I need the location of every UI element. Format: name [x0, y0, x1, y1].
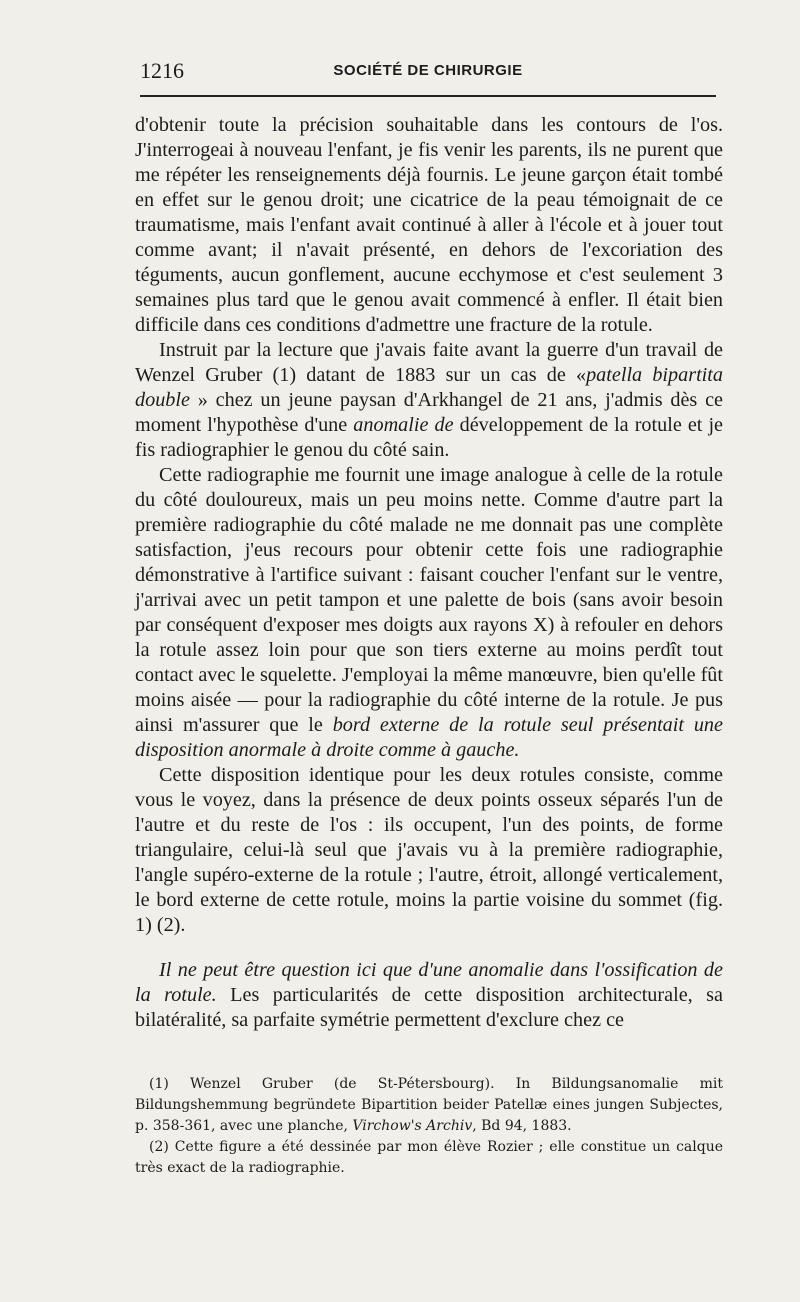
paragraph-2-part-b: » chez un jeune paysan d'Arkhangel de 21 ans, j'admis dès ce moment l'hypothèse d'une [135, 389, 723, 436]
paragraph-3-italic-a: bord externe de la rotule seul présentait une disposition anormale à droite comme à gauche. [135, 714, 723, 761]
paragraph-4: Cette disposition identique pour les deux rotules consiste, comme vous le voyez, dans la présence de deux points osseux séparés l'un de l'autre et du reste de l'os : ils occupent, l'un des points, de forme triangulaire, celui-là seul que j'avais vu à la première radiographie, l'angle supéro-externe de la rotule ; l'autre, étroit, allongé verticalement, le bord externe de cette rotule, moins la partie voisine du sommet (fig. 1) (2). [135, 764, 723, 936]
paragraph-2 [135, 338, 723, 463]
body-text [135, 113, 723, 1033]
paragraph-2-part-c: développement de la rotule et je fis radiographier le genou du côté sain. [135, 414, 724, 461]
footnote-1-italic-a: Virchow's Archiv [352, 1118, 473, 1134]
paragraph-1: d'obtenir toute la précision souhaitable dans les contours de l'os. J'interrogeai à nouveau l'enfant, je fis venir les parents, ils ne purent que me répéter les renseignements déjà fournis. Le jeune garçon était tombé en effet sur le genou droit; une cicatrice de la peau témoignait de ce traumatisme, mais l'enfant avait continué à aller à l'école et à jouer tout comme avant; il n'avait présenté, en dehors de l'excoriation des téguments, aucun gonflement, aucune ecchymose et c'est seulement 3 semaines plus tard que le genou avait commencé à enfler. Il était bien difficile dans ces conditions d'admettre une fracture de la rotule. [135, 114, 723, 336]
footnote-1 [135, 1074, 723, 1137]
paragraph-2-italic-a: patella bipartita double [135, 364, 723, 411]
paragraph-5-italic-a: Il ne peut être question ici que d'une anomalie dans l'ossification de la rotule. [135, 959, 723, 1006]
footnote-1-part-a: (1) Wenzel Gruber (de St-Pétersbourg). In Bildungsanomalie mit Bildungshemmung begründete Bipartition beider Patellæ eines jungen Subjectes, p. 358-361, avec une planche, [135, 1076, 723, 1134]
running-title: SOCIÉTÉ DE CHIRURGIE [333, 62, 523, 79]
header-rule [140, 95, 716, 97]
paragraph-5-part-a: Les particularités de cette disposition architecturale, sa bilatéralité, sa parfaite symétrie permettent d'exclure chez ce [135, 984, 723, 1031]
paragraph-2-part-a: Instruit par la lecture que j'avais faite avant la guerre d'un travail de Wenzel Gruber (1) datant de 1883 sur un cas de « [135, 339, 723, 386]
paragraph-3 [135, 463, 723, 763]
footnote-2: (2) Cette figure a été dessinée par mon élève Rozier ; elle constitue un calque très exact de la radiographie. [135, 1139, 723, 1176]
paragraph-3-part-a: Cette radiographie me fournit une image analogue à celle de la rotule du côté douloureux, mais un peu moins nette. Comme d'autre part la première radiographie du côté malade ne me donnait pas une complète satisfaction, j'eus recours pour obtenir cette fois une radiographie démonstrative à l'artifice suivant : faisant coucher l'enfant sur le ventre, j'arrivai avec un petit tampon et une palette de bois (sans avoir besoin par conséquent d'exposer mes doigts aux rayons X) à refouler en dehors la rotule assez loin pour que son tiers externe au moins perdît tout contact avec le squelette. J'employai la même manœuvre, bien qu'elle fût moins aisée — pour la radiographie du côté interne de la rotule. Je pus ainsi m'assurer que le [135, 464, 724, 736]
page-header [140, 58, 716, 88]
footnotes [135, 1074, 723, 1179]
paragraph-5 [135, 958, 723, 1033]
page-number: 1216 [140, 58, 184, 83]
footnote-1-part-b: , Bd 94, 1883. [472, 1118, 572, 1134]
paragraph-2-italic-b: anomalie de [353, 414, 454, 436]
